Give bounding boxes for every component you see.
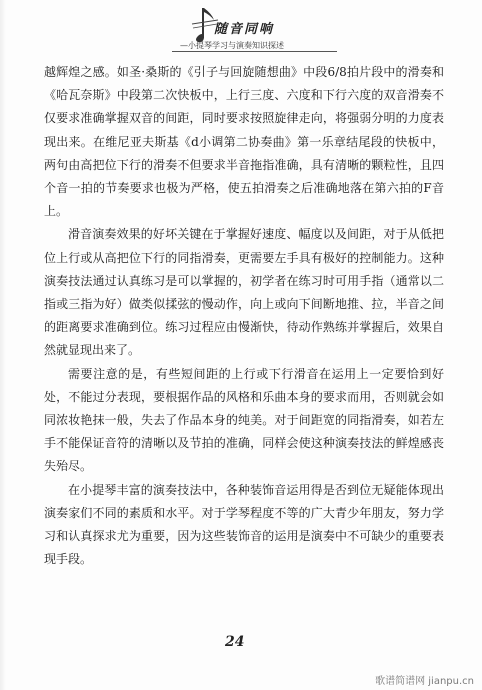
header-calligraphy: 随音同响 [214, 22, 275, 37]
paragraph: 在小提琴丰富的演奏技法中，各种装饰音运用得是否到位无疑能体现出演奏家们不同的素质和水平。对于学琴程度不等的广大青少年朋友，努力学习和认真探求尤为重要，因为这些装饰音的运用是演奏中不可缺少的重要表现手段。 [44, 482, 444, 567]
site-watermark: 歌谱简谱网 jianpu.cn [375, 676, 474, 687]
paragraph-continued: 越辉煌之感。如圣·桑斯的《引子与回旋随想曲》中段6/8拍片段中的滑奏和《哈瓦奈斯》中段第二次快板中，上行三度、六度和下行六度的双音滑奏不仅要求准确掌握双音的间距，同时要求按照旋律走向，将强弱分明的力度表现出来。在维尼亚夫斯基《d小调第二协奏曲》第一乐章结尾段的快板中，两句由高把位下行的滑奏不但要求半音拖指准确，具有清晰的颗粒性，且四个音一拍的节奏要求也极为严格，使五拍滑奏之后准确地落在第六拍的F音上。 [44, 65, 444, 219]
header-subtitle: —小提琴学习与演奏知识探述 [180, 41, 284, 50]
paragraph: 滑音演奏效果的好坏关键在于掌握好速度、幅度以及间距，对于从低把位上行或从高把位下行的同指滑奏，更需要左手具有极好的控制能力。这种演奏技法通过认真练习是可以掌握的，初学者在练习时可用手指（通常以二指或三指为好）做类似揉弦的慢动作，向上或向下间断地推、拉，半音之间的距离要求准确到位。练习过程应由慢渐快，待动作熟练并掌握后，效果自然就显现出来了。 [44, 227, 444, 358]
page-number: 24 [225, 634, 245, 650]
spine-shadow [0, 0, 6, 690]
header-rule [172, 51, 337, 52]
paragraph: 需要注意的是，有些短间距的上行或下行滑音在运用上一定要恰到好处，不能过分表现，要根据作品的风格和乐曲本身的要求而用，否则就会如同浓妆艳抹一般，失去了作品本身的纯美。对于间距宽的同指滑奏，如若左手不能保证音符的清晰以及节拍的准确，同样会使这种演奏技法的鲜煌感丧失殆尽。 [44, 366, 444, 474]
body-text [44, 61, 444, 571]
running-header [150, 4, 340, 64]
